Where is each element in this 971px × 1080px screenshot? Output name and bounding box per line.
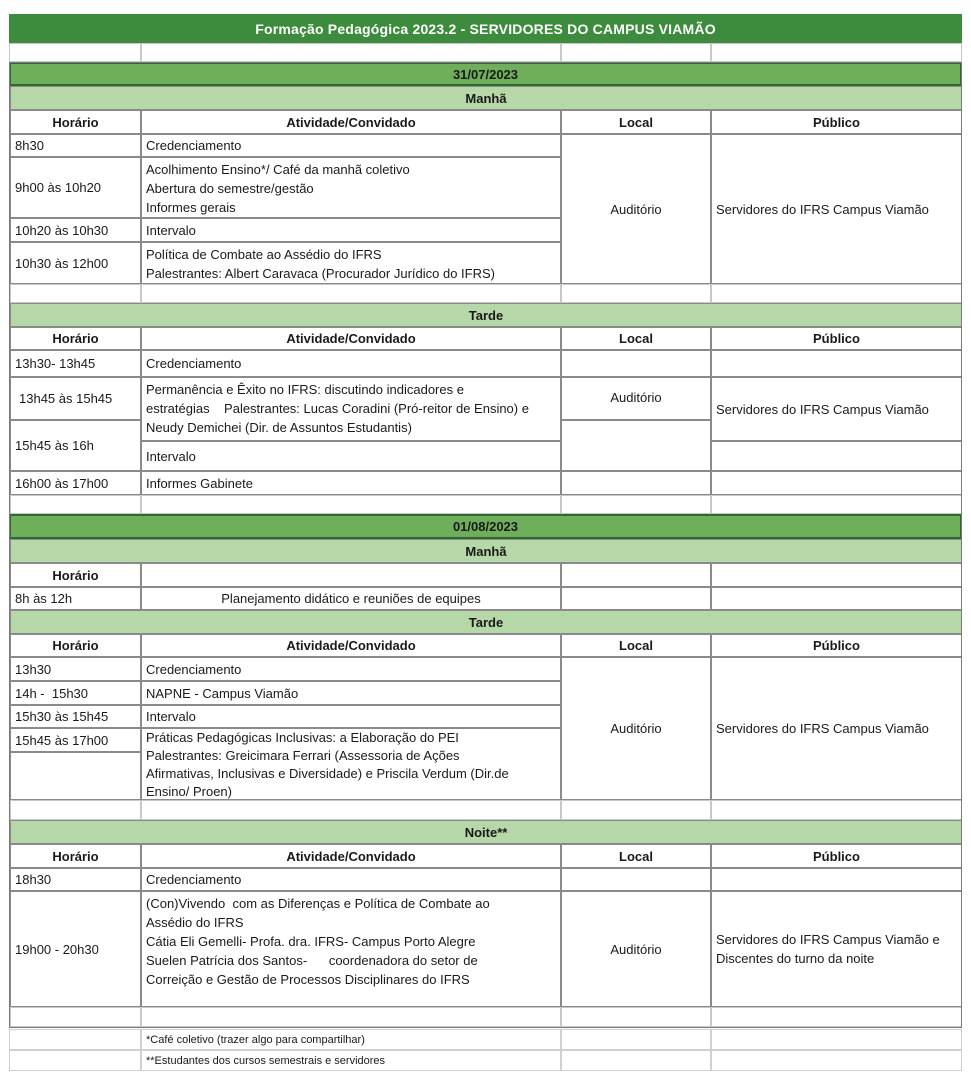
header-horario: Horário [10, 110, 141, 134]
header-local: Local [561, 844, 711, 868]
activity-cell [141, 377, 561, 441]
blank-cell [711, 495, 962, 514]
activity-line: estratégias Palestrantes: Lucas Coradini (Pró-reitor de Ensino) e [146, 401, 529, 416]
activity-line: Palestrantes: Albert Caravaca (Procurador Jurídico do IFRS) [146, 266, 495, 281]
header-horario: Horário [10, 327, 141, 350]
publico-cell [711, 891, 962, 1007]
activity-cell: Intervalo [141, 441, 561, 471]
time-cell: 18h30 [10, 868, 141, 891]
header-horario: Horário [10, 563, 141, 587]
activity-cell: NAPNE - Campus Viamão [141, 681, 561, 705]
note-blank [711, 1050, 962, 1071]
activity-cell [141, 728, 561, 800]
activity-line: Acolhimento Ensino*/ Café da manhã coletivo [146, 162, 410, 177]
header-publico: Público [711, 844, 962, 868]
blank-cell [711, 350, 962, 377]
blank-cell [10, 495, 141, 514]
header-publico: Público [711, 110, 962, 134]
header-publico: Público [711, 634, 962, 657]
blank-cell [561, 350, 711, 377]
time-cell: 15h30 às 15h45 [10, 705, 141, 728]
blank-cell [561, 471, 711, 495]
time-cell: 16h00 às 17h00 [10, 471, 141, 495]
date-bar-day2: 01/08/2023 [9, 514, 962, 539]
activity-cell: Informes Gabinete [141, 471, 561, 495]
publico-cell: Servidores do IFRS Campus Viamão [711, 377, 962, 441]
activity-line: Palestrantes: Greicimara Ferrari (Assessoria de Ações [146, 748, 460, 763]
note-blank [711, 1029, 962, 1050]
publico-cell: Servidores do IFRS Campus Viamão [711, 657, 962, 800]
period-bar-noite: Noite** [10, 820, 962, 844]
blank-cell [561, 1007, 711, 1027]
blank-cell [711, 587, 962, 610]
time-cell: 19h00 - 20h30 [10, 891, 141, 1007]
publico-line: Servidores do IFRS Campus Viamão e [716, 932, 940, 947]
activity-cell: Credenciamento [141, 868, 561, 891]
header-atividade: Atividade/Convidado [141, 634, 561, 657]
activity-line: Afirmativas, Inclusivas e Diversidade) e Priscila Verdum (Dir.de [146, 766, 509, 781]
header-atividade: Atividade/Convidado [141, 327, 561, 350]
footnote-estudantes: **Estudantes dos cursos semestrais e servidores [141, 1050, 561, 1071]
blank-cell [561, 800, 711, 820]
activity-line: Assédio do IFRS [146, 915, 244, 930]
blank-cell [561, 420, 711, 471]
note-blank [9, 1050, 141, 1071]
note-blank [561, 1050, 711, 1071]
date-bar-day1: 31/07/2023 [9, 62, 962, 86]
blank-cell [711, 441, 962, 471]
time-cell: 15h45 às 17h00 [10, 728, 141, 752]
note-blank [9, 1029, 141, 1050]
blank-cell [10, 800, 141, 820]
time-cell: 9h00 às 10h20 [10, 157, 141, 218]
footnote-cafe: *Café coletivo (trazer algo para compartilhar) [141, 1029, 561, 1050]
blank-cell [711, 800, 962, 820]
time-cell: 13h30- 13h45 [10, 350, 141, 377]
time-cell: 15h45 às 16h [10, 420, 141, 471]
header-local: Local [561, 110, 711, 134]
local-cell: Auditório [561, 657, 711, 800]
time-cell: 8h às 12h [10, 587, 141, 610]
local-cell: Auditório [561, 891, 711, 1007]
activity-cell: Credenciamento [141, 134, 561, 157]
blank-cell [561, 43, 711, 62]
activity-cell [141, 157, 561, 218]
activity-line: Permanência e Êxito no IFRS: discutindo indicadores e [146, 382, 464, 397]
publico-cell: Servidores do IFRS Campus Viamão [711, 134, 962, 284]
time-cell: 14h - 15h30 [10, 681, 141, 705]
local-cell: Auditório [561, 134, 711, 284]
page-title: Formação Pedagógica 2023.2 - SERVIDORES DO CAMPUS VIAMÃO [9, 14, 962, 43]
blank-cell [561, 587, 711, 610]
activity-line: Neudy Demichei (Dir. de Assuntos Estudantis) [146, 420, 412, 435]
blank-cell [141, 563, 561, 587]
blank-cell [561, 563, 711, 587]
blank-cell [9, 43, 141, 62]
blank-cell [711, 43, 962, 62]
activity-cell [141, 891, 561, 1007]
activity-line: Suelen Patrícia dos Santos- coordenadora do setor de [146, 953, 478, 968]
time-cell: 10h30 às 12h00 [10, 242, 141, 284]
blank-cell [141, 1007, 561, 1027]
activity-line: Informes gerais [146, 200, 236, 215]
header-local: Local [561, 634, 711, 657]
note-blank [561, 1029, 711, 1050]
blank-cell [141, 800, 561, 820]
activity-cell [141, 242, 561, 284]
blank-cell [10, 752, 141, 800]
blank-cell [141, 495, 561, 514]
blank-cell [711, 868, 962, 891]
blank-cell [711, 1007, 962, 1027]
activity-line: Abertura do semestre/gestão [146, 181, 314, 196]
time-cell: 8h30 [10, 134, 141, 157]
time-cell: 10h20 às 10h30 [10, 218, 141, 242]
activity-cell: Intervalo [141, 218, 561, 242]
activity-line: (Con)Vivendo com as Diferenças e Política de Combate ao [146, 896, 490, 911]
blank-cell [141, 284, 561, 303]
activity-line: Ensino/ Proen) [146, 784, 232, 799]
blank-cell [561, 868, 711, 891]
header-local: Local [561, 327, 711, 350]
blank-cell [141, 43, 561, 62]
activity-cell: Planejamento didático e reuniões de equipes [141, 587, 561, 610]
blank-cell [711, 563, 962, 587]
activity-cell: Credenciamento [141, 657, 561, 681]
activity-cell: Intervalo [141, 705, 561, 728]
period-bar-manha: Manhã [10, 86, 962, 110]
activity-line: Cátia Eli Gemelli- Profa. dra. IFRS- Campus Porto Alegre [146, 934, 476, 949]
blank-cell [711, 284, 962, 303]
header-horario: Horário [10, 634, 141, 657]
period-bar-tarde: Tarde [10, 610, 962, 634]
publico-line: Discentes do turno da noite [716, 951, 875, 966]
time-cell: 13h45 às 15h45 [10, 377, 141, 420]
blank-cell [10, 284, 141, 303]
blank-cell [561, 495, 711, 514]
activity-line: Práticas Pedagógicas Inclusivas: a Elaboração do PEI [146, 730, 459, 745]
header-atividade: Atividade/Convidado [141, 110, 561, 134]
header-horario: Horário [10, 844, 141, 868]
blank-cell [10, 1007, 141, 1027]
period-bar-tarde: Tarde [10, 303, 962, 327]
activity-line: Correição e Gestão de Processos Disciplinares do IFRS [146, 972, 470, 987]
time-cell: 13h30 [10, 657, 141, 681]
blank-cell [711, 471, 962, 495]
activity-cell: Credenciamento [141, 350, 561, 377]
period-bar-manha: Manhã [10, 539, 962, 563]
header-publico: Público [711, 327, 962, 350]
header-atividade: Atividade/Convidado [141, 844, 561, 868]
blank-cell [561, 284, 711, 303]
local-cell: Auditório [561, 377, 711, 420]
activity-line: Política de Combate ao Assédio do IFRS [146, 247, 382, 262]
